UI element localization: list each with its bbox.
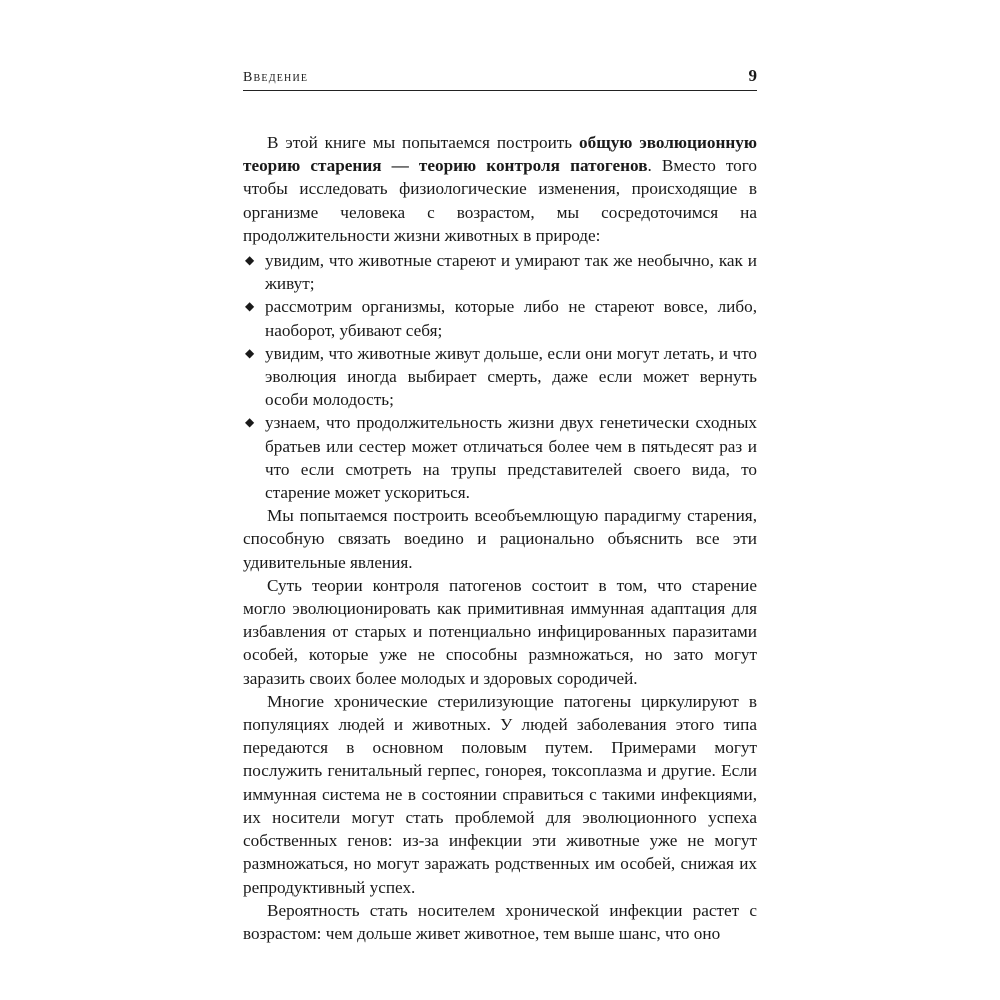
intro-bold-thesis: общую эволюционную теорию старения — теорию контроля патогенов <box>243 133 757 176</box>
bullet-item <box>243 249 757 295</box>
bullet-text: увидим, что животные живут дольше, если они могут летать, и что эволюция иногда выбирает смерть, даже если может вернуть особи молодость; <box>265 343 757 410</box>
bullet-item <box>243 342 757 412</box>
bullet-text: узнаем, что продолжительность жизни двух генетически сходных братьев или сестер может отличаться более чем в пятьдесят раз и что если смотреть на трупы представителей своего вида, то старение может ускориться. <box>265 413 757 503</box>
intro-paragraph <box>243 131 757 247</box>
body-text <box>243 131 757 945</box>
paragraph: Мы попытаемся построить всеобъемлющую парадигму старения, способную связать воедино и рационально объяснить все эти удивительные явления. <box>243 506 757 572</box>
intro-text-start: В этой книге мы попытаемся построить <box>267 133 580 152</box>
bullet-item <box>243 411 757 504</box>
section-title: Введение <box>243 70 309 85</box>
paragraph: Многие хронические стерилизующие патогены циркулируют в популяциях людей и животных. У людей заболевания этого типа передаются в основном половым путем. Примерами могут послужить генитальный герпес, гонорея, токсоплазма и другие. Если иммунная система не в состоянии справиться с такими инфекциями, их носители могут стать проблемой для эволюционного успеха собственных генов: из-за инфекции эти животные уже не могут размножаться, но могут заражать родственных им особей, снижая их репродуктивный успех. <box>243 691 757 897</box>
intro-text-end: . Вместо того чтобы исследовать физиологические изменения, происходящие в организме человека с возрастом, мы сосредоточимся на продолжительности жизни животных в природе: <box>243 156 757 245</box>
page-number: 9 <box>748 66 757 85</box>
diamond-bullet-icon: ◆ <box>245 253 255 268</box>
paragraph: Вероятность стать носителем хронической инфекции растет с возрастом: чем дольше живет животное, тем выше шанс, что оно <box>243 900 757 943</box>
diamond-bullet-icon: ◆ <box>245 299 255 314</box>
diamond-bullet-icon: ◆ <box>245 345 255 360</box>
running-header <box>243 66 757 91</box>
book-page <box>243 66 757 945</box>
bullet-text: рассмотрим организмы, которые либо не стареют вовсе, либо, наоборот, убивают себя; <box>265 297 757 340</box>
paragraph: Суть теории контроля патогенов состоит в том, что старение могло эволюционировать как примитивная иммунная адаптация для избавления от старых и потенциально инфицированных паразитами особей, которые уже не способны размножаться, но зато могут заразить своих более молодых и здоровых сородичей. <box>243 575 757 688</box>
bullet-list <box>243 249 757 504</box>
diamond-bullet-icon: ◆ <box>245 415 255 430</box>
bullet-item <box>243 295 757 341</box>
bullet-text: увидим, что животные стареют и умирают так же необычно, как и живут; <box>265 251 757 294</box>
